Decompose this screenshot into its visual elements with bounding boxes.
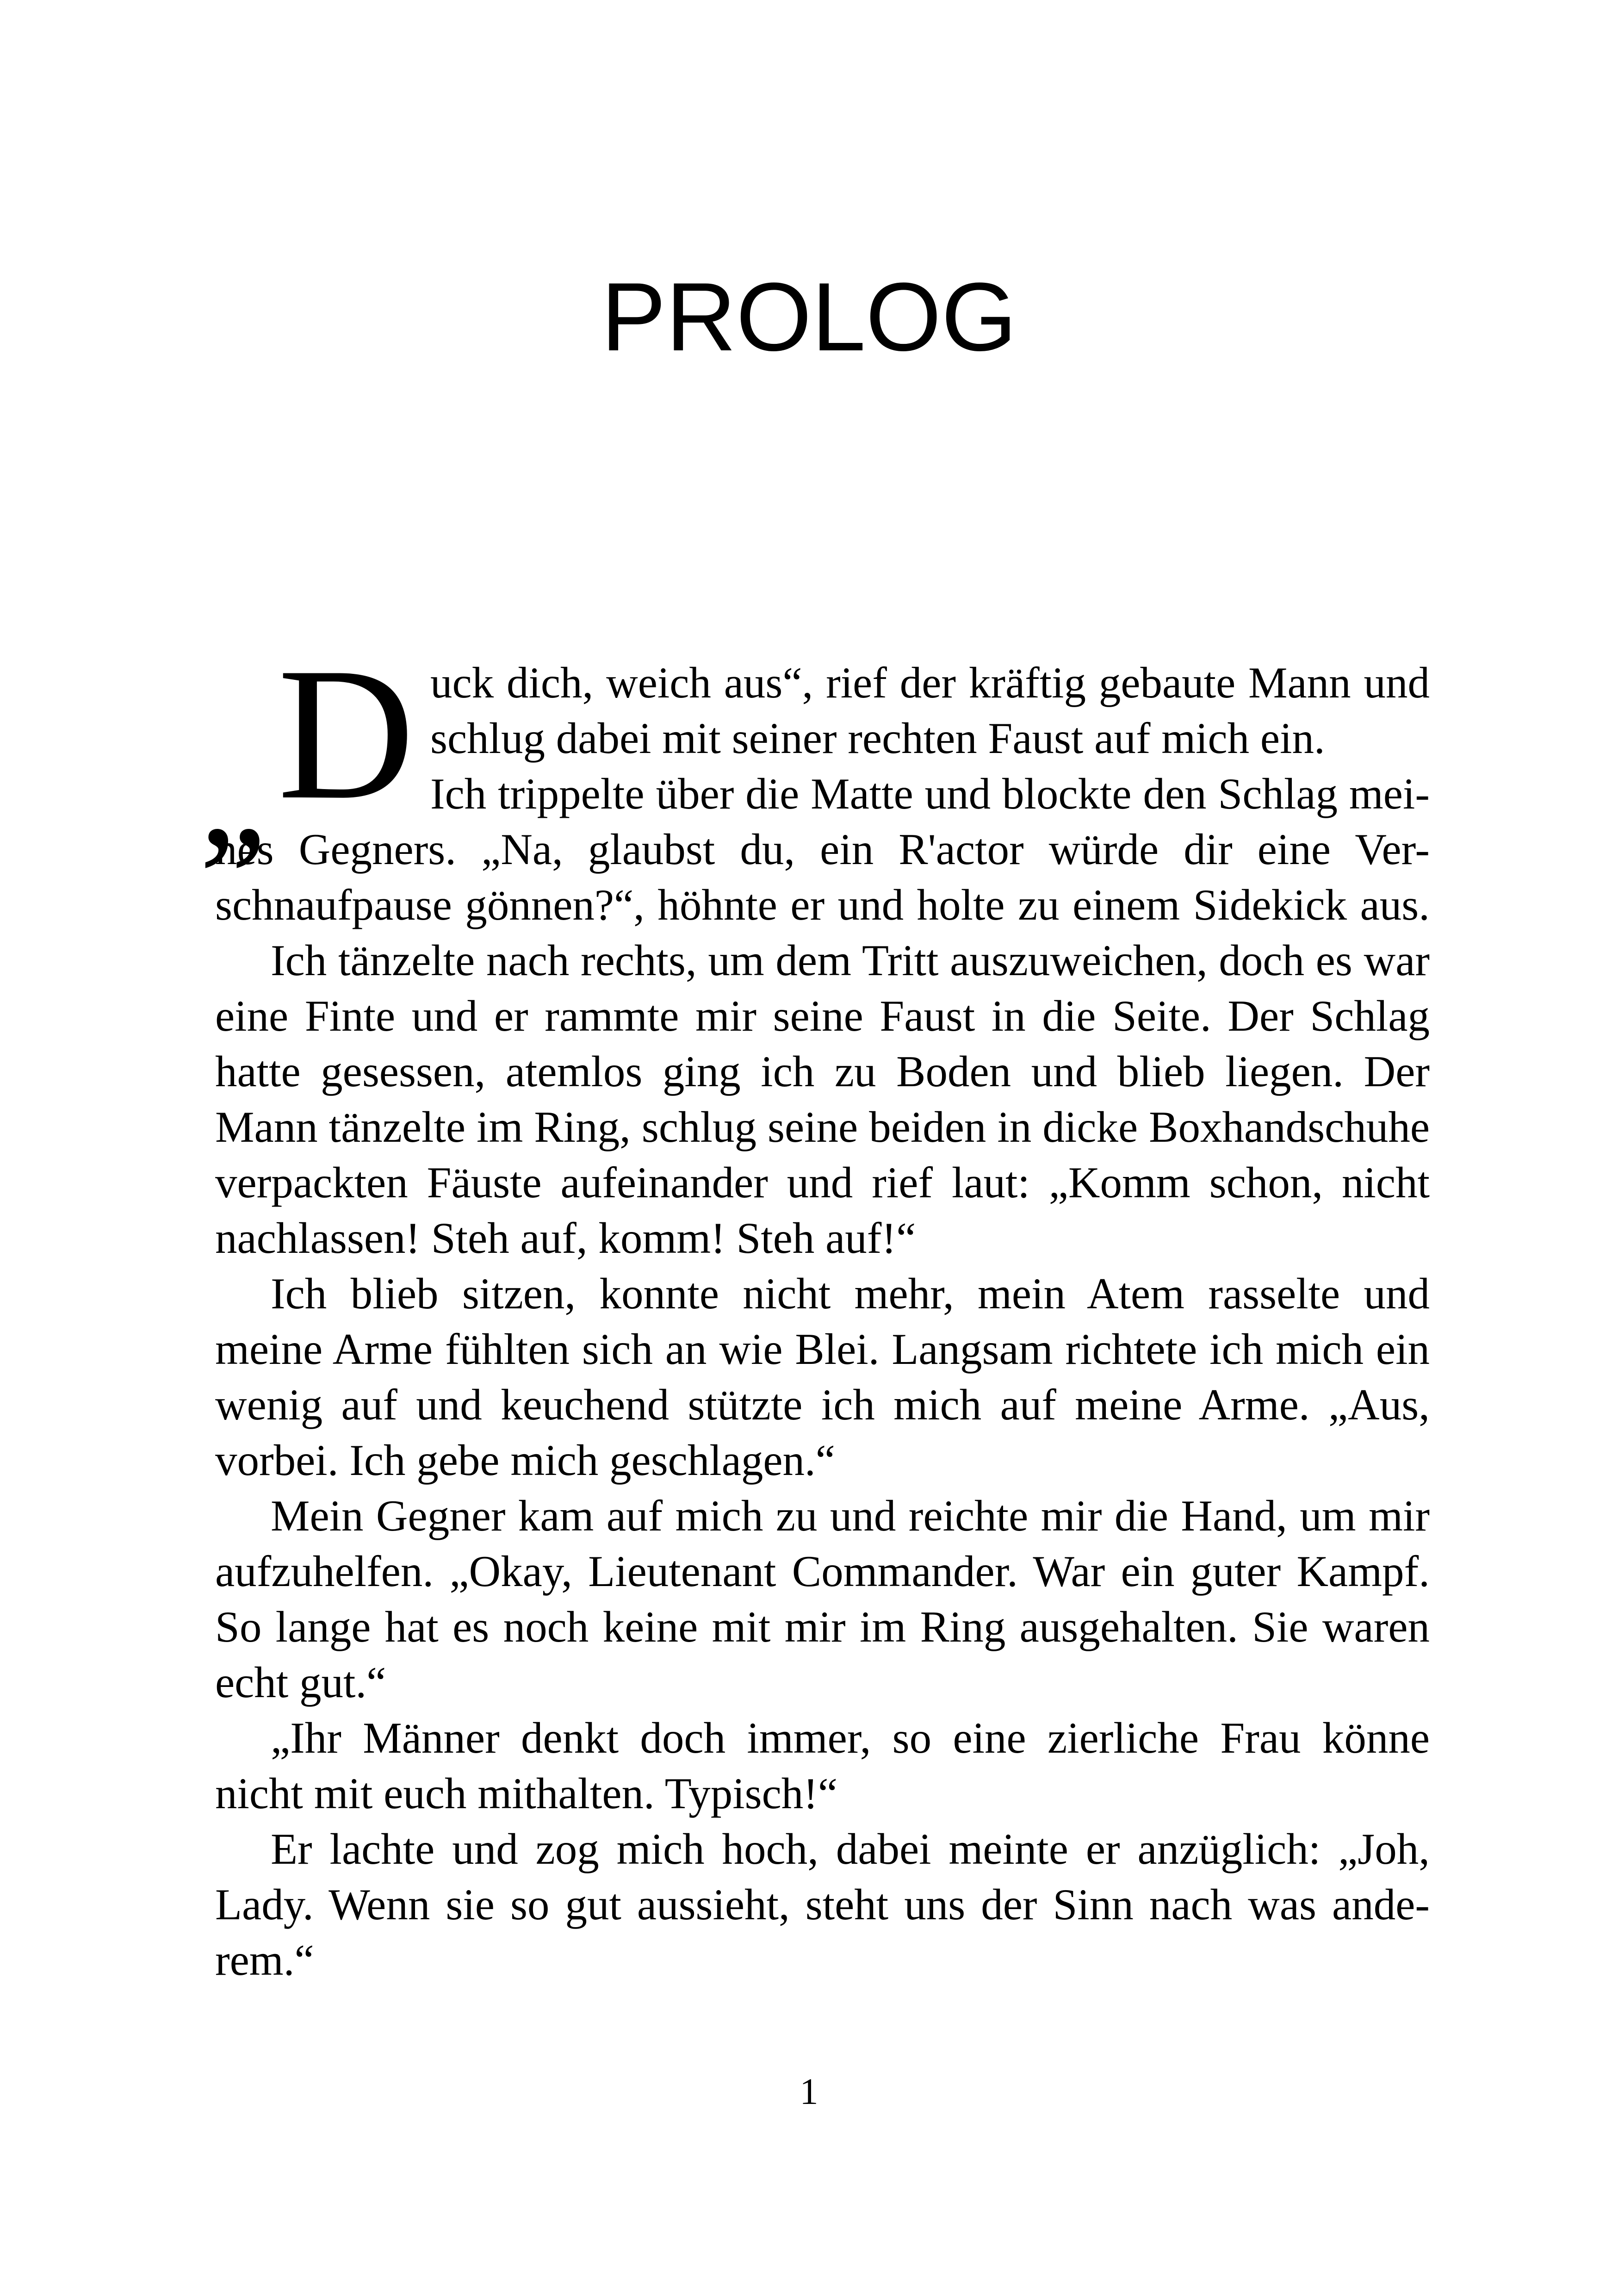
paragraph-4: [215, 1488, 1430, 1710]
text-line: So lange hat es noch keine mit mir im Ring ausgehalten. Sie waren: [215, 1602, 1430, 1651]
paragraph-1-dropcap-lines: [430, 655, 1430, 821]
paragraph-3: [215, 1266, 1430, 1488]
chapter-title: PROLOG: [601, 262, 1017, 371]
drop-cap-letter: D: [278, 628, 415, 839]
text-line: schlug dabei mit seiner rechten Faust auf mich ein.: [430, 714, 1325, 763]
text-line: uck dich, weich aus“, rief der kräftig gebaute Mann und: [430, 658, 1430, 707]
text-line: „Ihr Männer denkt doch immer, so eine zierliche Frau könne: [271, 1713, 1430, 1762]
text-line: vorbei. Ich gebe mich geschlagen.“: [215, 1436, 835, 1485]
text-line: Ich tänzelte nach rechts, um dem Tritt auszuweichen, doch es war: [271, 936, 1430, 985]
drop-cap-quote: „: [199, 709, 267, 878]
paragraph-1-full-lines: [215, 821, 1430, 933]
text-line: Er lachte und zog mich hoch, dabei meinte er anzüglich: „Joh,: [271, 1824, 1430, 1873]
paragraph-2: [215, 933, 1430, 1266]
page-number: 1: [800, 2072, 818, 2112]
text-line: aufzuhelfen. „Okay, Lieutenant Commander. War ein guter Kampf.: [215, 1547, 1430, 1596]
text-line: wenig auf und keuchend stützte ich mich auf meine Arme. „Aus,: [215, 1380, 1430, 1429]
paragraph-6: [215, 1821, 1430, 1988]
text-line: nes Gegners. „Na, glaubst du, ein R'actor würde dir eine Ver-: [215, 825, 1430, 874]
text-line: eine Finte und er rammte mir seine Faust in die Seite. Der Schlag: [215, 991, 1430, 1040]
text-line: Mein Gegner kam auf mich zu und reichte mir die Hand, um mir: [271, 1491, 1430, 1540]
text-line: rem.“: [215, 1935, 314, 1985]
text-line: nicht mit euch mithalten. Typisch!“: [215, 1769, 838, 1818]
text-line: schnaufpause gönnen?“, höhnte er und holte zu einem Sidekick aus.: [215, 880, 1430, 929]
text-line: echt gut.“: [215, 1658, 386, 1707]
text-line: Ich blieb sitzen, konnte nicht mehr, mein Atem rasselte und: [271, 1269, 1430, 1318]
text-line: meine Arme fühlten sich an wie Blei. Langsam richtete ich mich ein: [215, 1325, 1430, 1374]
text-line: hatte gesessen, atemlos ging ich zu Boden und blieb liegen. Der: [215, 1047, 1430, 1096]
paragraph-5: [215, 1710, 1430, 1821]
text-line: Mann tänzelte im Ring, schlug seine beiden in dicke Boxhandschuhe: [215, 1102, 1430, 1151]
text-line: Ich trippelte über die Matte und blockte den Schlag mei-: [430, 769, 1430, 818]
drop-cap: [199, 628, 440, 878]
text-line: verpackten Fäuste aufeinander und rief laut: „Komm schon, nicht: [215, 1158, 1430, 1207]
text-line: Lady. Wenn sie so gut aussieht, steht uns der Sinn nach was ande-: [215, 1880, 1430, 1929]
text-line: nachlassen! Steh auf, komm! Steh auf!“: [215, 1213, 916, 1263]
